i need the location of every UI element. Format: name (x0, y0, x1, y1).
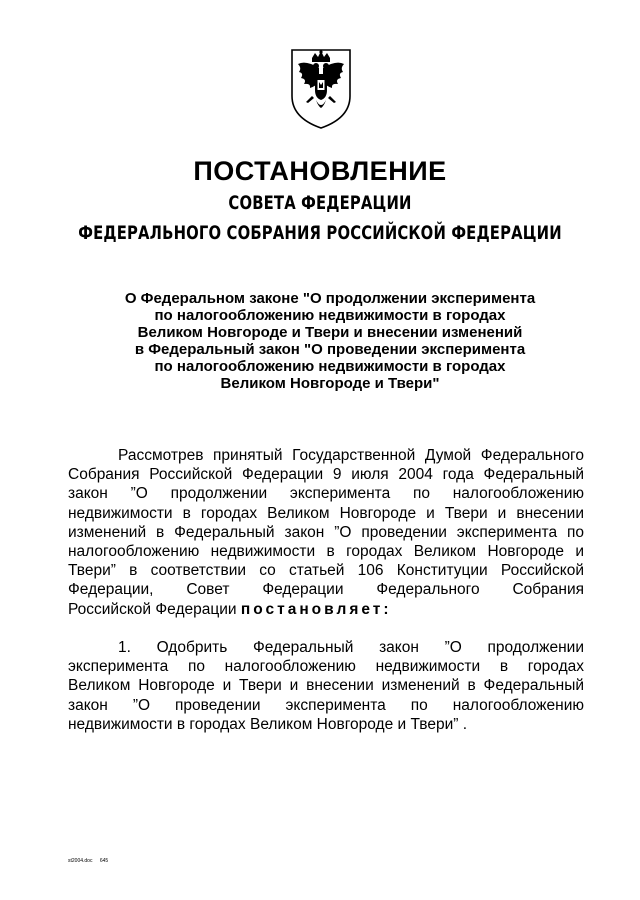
paragraph-line: Рассмотрев принятый Государственной Думой Федерального (118, 447, 584, 464)
paragraph-line: Великом Новгороде и Твери и внесении изменений в Федеральный (68, 677, 584, 695)
paragraph-line: закон ”О продолжении эксперимента по налогообложению (68, 485, 584, 503)
subject-line: О Федеральном законе "О продолжении эксперимента (124, 290, 536, 307)
paragraph-line: закон ”О проведении эксперимента по налогообложению (68, 696, 584, 714)
paragraph-line: недвижимости в городах Великом Новгороде и Твери и внесении (68, 504, 584, 522)
subject-line: Великом Новгороде и Твери" (220, 375, 440, 392)
resolves-keyword: постановляет: (240, 600, 392, 618)
subject-line: в Федеральный закон "О проведении эксперимента (134, 341, 526, 358)
paragraph-line (68, 600, 584, 619)
subject-line: по налогообложению недвижимости в городах (154, 358, 506, 375)
paragraph-line: налогообложению недвижимости в городах Великом Новгороде и (68, 543, 584, 561)
paragraph-line: 1. Одобрить Федеральный закон ”О продолжении (118, 639, 584, 656)
preamble-paragraph (68, 446, 584, 619)
subject-line: по налогообложению недвижимости в городах (154, 307, 506, 324)
issuer-line-2: ФЕДЕРАЛЬНОГО СОБРАНИЯ РОССИЙСКОЙ ФЕДЕРАЦИИ (78, 222, 562, 244)
paragraph-line: Собрания Российской Федерации 9 июля 2004 года Федеральный (68, 466, 584, 484)
footer-number: 645 (99, 858, 109, 864)
paragraph-line: эксперимента по налогообложению недвижимости в городах (68, 658, 584, 676)
footer-filename: st2004.doc (68, 858, 93, 864)
paragraph-line: изменений в Федеральный закон ”О проведении эксперимента по (68, 523, 584, 541)
footer-file-info (68, 858, 114, 864)
issuer-line-1: СОВЕТА ФЕДЕРАЦИИ (228, 192, 412, 214)
paragraph-line: Твери” в соответствии со статьей 106 Конституции Российской (68, 562, 584, 580)
clause-1-paragraph (68, 638, 584, 734)
paragraph-line: Федерации, Совет Федерации Федерального Собрания (68, 581, 584, 599)
paragraph-line: недвижимости в городах Великом Новгороде и Твери” . (68, 715, 468, 733)
paragraph-text: Российской Федерации (68, 600, 241, 618)
document-title: ПОСТАНОВЛЕНИЕ (193, 156, 447, 186)
resolution-subject (60, 290, 600, 392)
coat-of-arms-icon (288, 46, 354, 130)
subject-line: Великом Новгороде и Твери и внесении изменений (137, 324, 523, 341)
